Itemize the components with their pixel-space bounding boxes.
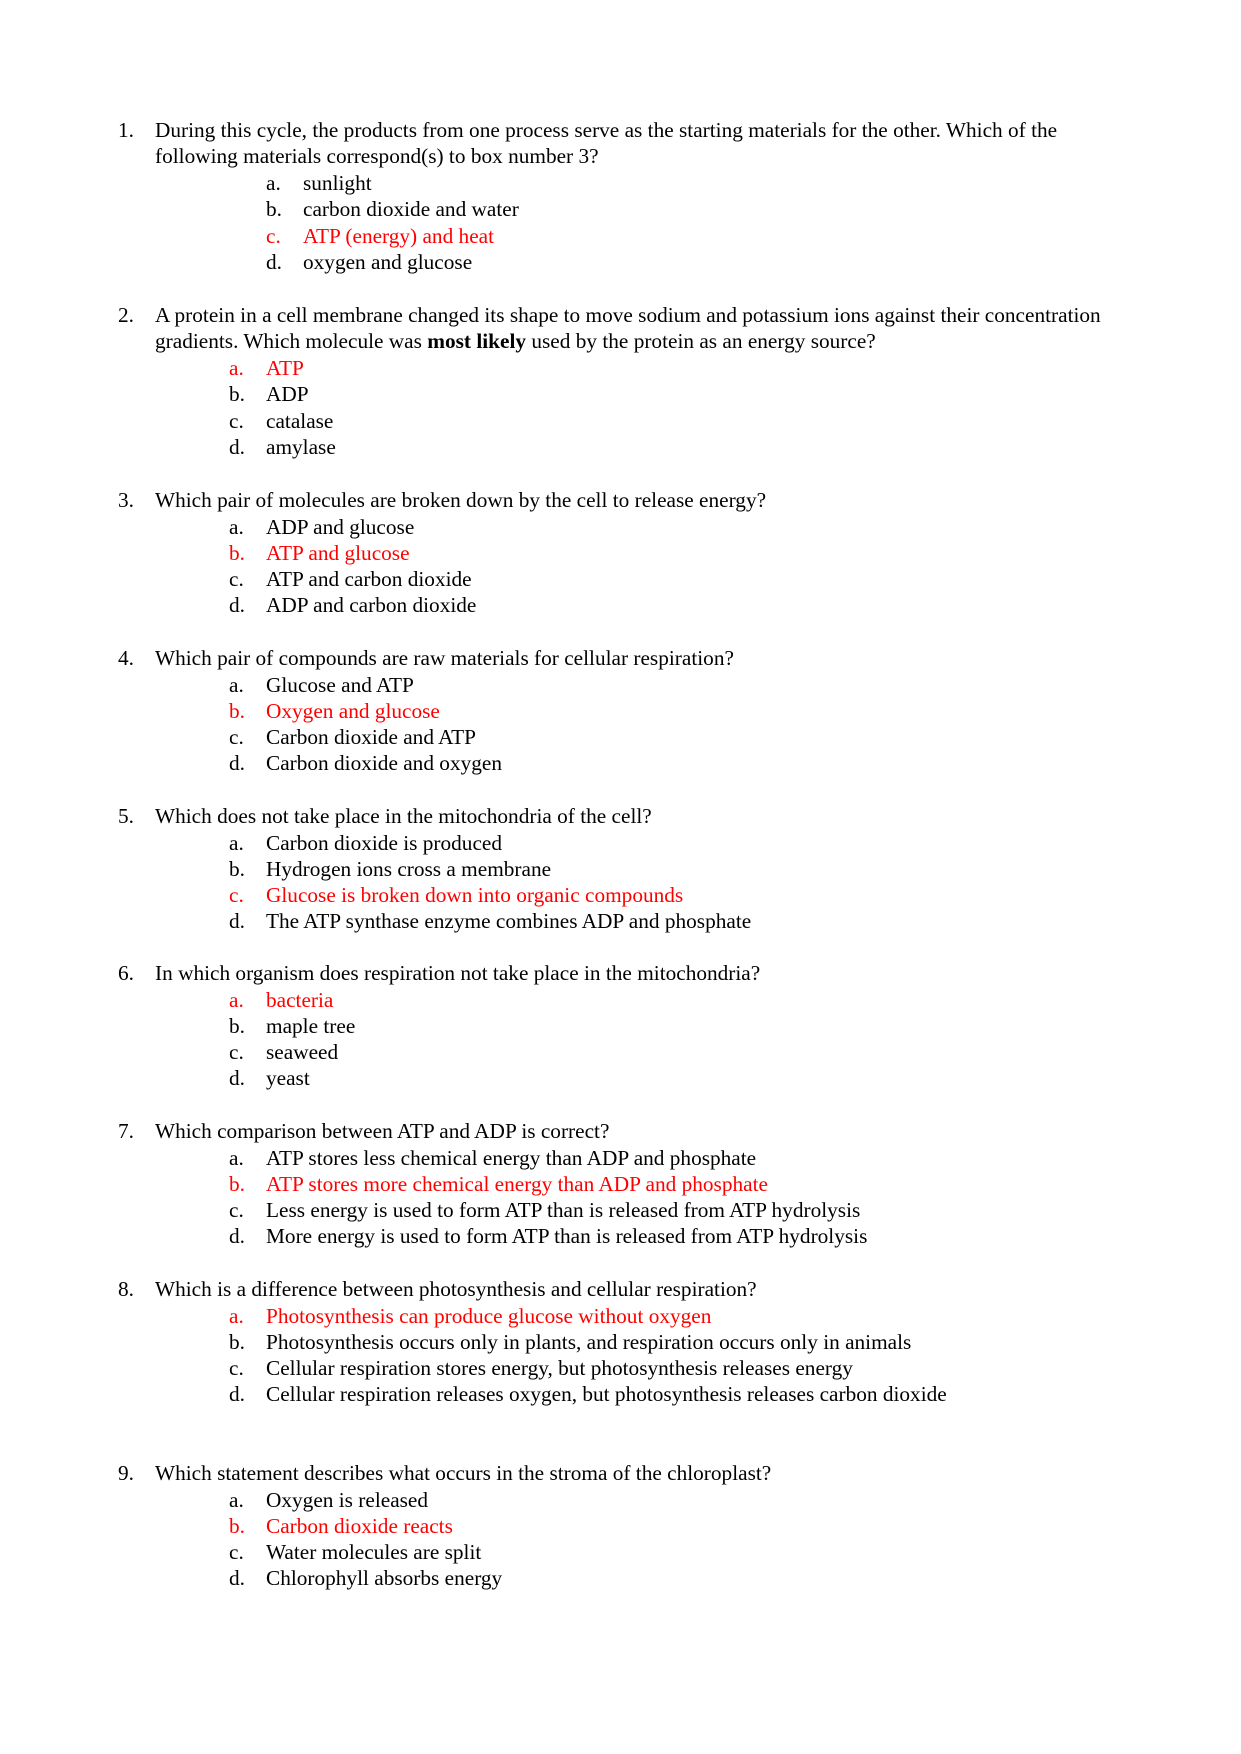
question-number: 2.	[118, 303, 134, 327]
question-number: 5.	[118, 804, 134, 828]
option-letter: a.	[229, 1487, 244, 1512]
option-text: carbon dioxide and water	[303, 197, 519, 222]
option-letter: a.	[266, 171, 281, 195]
option-letter: c.	[229, 1040, 244, 1065]
question-text: Which pair of molecules are broken down by the cell to release energy?	[155, 488, 767, 512]
option-text: yeast	[266, 1066, 310, 1091]
option-letter: b.	[229, 1513, 245, 1538]
option-text: amylase	[266, 434, 336, 459]
option-text: oxygen and glucose	[303, 249, 473, 274]
option-letter: d.	[229, 1224, 245, 1249]
option-letter: d.	[266, 249, 282, 274]
option-text: ATP and glucose	[266, 540, 410, 565]
option-letter: c.	[229, 1540, 244, 1565]
option-letter: b.	[229, 1013, 245, 1038]
option-letter: b.	[266, 197, 282, 222]
option-text: Oxygen and glucose	[266, 698, 440, 723]
option-letter: b.	[229, 698, 245, 723]
option-letter: b.	[229, 540, 245, 565]
option-text: bacteria	[266, 987, 334, 1012]
option-text: Carbon dioxide and oxygen	[266, 751, 502, 776]
question-text: Which is a difference between photosynthesis and cellular respiration?	[155, 1277, 757, 1301]
option-letter: d.	[229, 434, 245, 459]
question-text-part: used by the protein as an energy source?	[526, 329, 876, 354]
option-letter: d.	[229, 593, 245, 618]
option-letter: a.	[229, 356, 244, 380]
option-text: Cellular respiration releases oxygen, but photosynthesis releases carbon dioxide	[266, 1382, 947, 1407]
option-letter: b.	[229, 856, 245, 881]
option-text: ADP and glucose	[266, 514, 415, 539]
option-text: The ATP synthase enzyme combines ADP and phosphate	[266, 909, 752, 934]
option-text: ATP stores more chemical energy than ADP and phosphate	[266, 1171, 768, 1196]
option-letter: c.	[266, 223, 281, 248]
option-letter: a.	[229, 830, 244, 855]
option-letter: b.	[229, 1329, 245, 1354]
option-text: ATP and carbon dioxide	[266, 567, 472, 592]
option-text: More energy is used to form ATP than is released from ATP hydrolysis	[266, 1224, 868, 1249]
question-number: 3.	[118, 488, 134, 512]
option-text: ATP	[266, 356, 304, 380]
option-text: Glucose and ATP	[266, 672, 414, 697]
option-text: ADP and carbon dioxide	[266, 593, 477, 618]
option-letter: a.	[229, 1145, 244, 1170]
option-text: Water molecules are split	[266, 1540, 482, 1565]
option-text: Less energy is used to form ATP than is released from ATP hydrolysis	[266, 1198, 861, 1223]
option-text: Glucose is broken down into organic compounds	[266, 883, 684, 908]
option-letter: b.	[229, 382, 245, 407]
option-letter: c.	[229, 1198, 244, 1223]
option-text: Carbon dioxide reacts	[266, 1513, 453, 1538]
option-text: Carbon dioxide is produced	[266, 830, 502, 855]
question-text: Which comparison between ATP and ADP is correct?	[155, 1119, 610, 1143]
option-letter: a.	[229, 1303, 244, 1328]
option-letter: d.	[229, 1066, 245, 1091]
option-text: Hydrogen ions cross a membrane	[266, 856, 552, 881]
option-text: ATP (energy) and heat	[303, 223, 495, 248]
option-letter: a.	[229, 672, 244, 697]
option-text: Cellular respiration stores energy, but photosynthesis releases energy	[266, 1356, 853, 1381]
option-letter: d.	[229, 909, 245, 934]
option-letter: d.	[229, 1382, 245, 1407]
option-letter: c.	[229, 567, 244, 592]
option-letter: d.	[229, 751, 245, 776]
option-letter: d.	[229, 1566, 245, 1591]
option-text: catalase	[266, 408, 334, 433]
question-text-part: A protein in a cell membrane changed its shape to move sodium and potassium ions against their concentration gradients. Which molecule was	[155, 303, 1101, 354]
question-number: 8.	[118, 1277, 134, 1301]
option-text: seaweed	[266, 1040, 339, 1065]
option-text: Oxygen is released	[266, 1487, 429, 1512]
option-text: Chlorophyll absorbs energy	[266, 1566, 503, 1591]
question-text	[155, 302, 1115, 355]
option-letter: a.	[229, 514, 244, 539]
option-letter: c.	[229, 883, 244, 908]
question-number: 1.	[118, 118, 134, 142]
question-number: 4.	[118, 646, 134, 670]
option-text: Photosynthesis occurs only in plants, and respiration occurs only in animals	[266, 1329, 912, 1354]
option-text: Photosynthesis can produce glucose without oxygen	[266, 1303, 712, 1328]
option-letter: b.	[229, 1171, 245, 1196]
option-letter: a.	[229, 987, 244, 1012]
question-number: 6.	[118, 961, 134, 985]
question-text: Which statement describes what occurs in the stroma of the chloroplast?	[155, 1461, 772, 1485]
option-text: sunlight	[303, 171, 372, 195]
option-text: ADP	[266, 382, 309, 407]
question-text: During this cycle, the products from one process serve as the starting materials for the other. Which of the following materials correspond(s) to box number 3?	[155, 118, 1058, 169]
question-text: Which pair of compounds are raw materials for cellular respiration?	[155, 646, 734, 670]
question-text-emphasis: most likely	[427, 329, 527, 354]
question-number: 9.	[118, 1461, 134, 1485]
option-letter: c.	[229, 408, 244, 433]
question-number: 7.	[118, 1119, 134, 1143]
option-letter: c.	[229, 725, 244, 750]
option-text: ATP stores less chemical energy than ADP and phosphate	[266, 1145, 757, 1170]
question-text: Which does not take place in the mitochondria of the cell?	[155, 804, 652, 828]
option-text: maple tree	[266, 1013, 356, 1038]
option-letter: c.	[229, 1356, 244, 1381]
question-text: In which organism does respiration not take place in the mitochondria?	[155, 961, 761, 985]
option-text: Carbon dioxide and ATP	[266, 725, 476, 750]
